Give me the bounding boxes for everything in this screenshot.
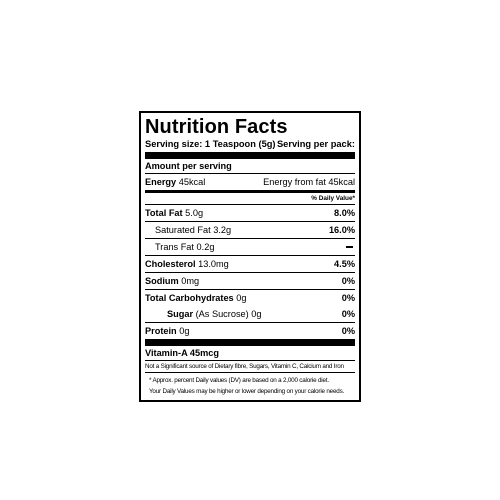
saturated-fat-row bbox=[145, 222, 355, 238]
sodium-row bbox=[145, 273, 355, 289]
nutrient-dv: 8.0% bbox=[334, 208, 355, 218]
serving-row bbox=[145, 138, 355, 152]
total-carbohydrates-row bbox=[145, 290, 355, 306]
nutrient-amount: 0g bbox=[179, 326, 190, 336]
total-fat-row bbox=[145, 205, 355, 221]
divider-thick bbox=[145, 152, 355, 159]
energy-label: Energy bbox=[145, 177, 177, 187]
nutrient-dv: 4.5% bbox=[334, 259, 355, 269]
nutrient-dv: 0% bbox=[341, 326, 355, 336]
daily-value-header: % Daily Value* bbox=[311, 195, 355, 202]
nutrition-facts-label bbox=[139, 111, 361, 402]
nutrient-amount: 0g bbox=[251, 309, 262, 319]
sugar-row bbox=[145, 306, 355, 322]
energy-row bbox=[145, 174, 355, 190]
footnote-line-2: Your Daily Values may be higher or lower depending on your calorie needs. bbox=[149, 388, 345, 395]
nutrient-dv: 0% bbox=[341, 309, 355, 319]
trans-fat-row bbox=[145, 239, 355, 255]
nutrient-amount: 5.0g bbox=[185, 208, 204, 218]
nutrient-name: Saturated Fat bbox=[155, 225, 211, 235]
nutrient-amount: 0.2g bbox=[196, 242, 215, 252]
nutrient-amount: 0mg bbox=[181, 276, 200, 286]
footnote-line-1: * Approx. percent Daily values (DV) are based on a 2,000 calorie diet. bbox=[149, 377, 329, 384]
cholesterol-row bbox=[145, 256, 355, 272]
nutrient-name: Trans Fat bbox=[155, 242, 194, 252]
energy-value: 45kcal bbox=[178, 177, 206, 187]
protein-row bbox=[145, 323, 355, 339]
nutrient-name: Protein bbox=[145, 326, 177, 336]
nutrient-amount: 3.2g bbox=[213, 225, 232, 235]
nutrient-dv: 16.0% bbox=[328, 225, 355, 235]
footnote bbox=[145, 373, 355, 400]
serving-per-pack: Serving per pack: bbox=[276, 139, 355, 149]
divider-thick bbox=[145, 339, 355, 346]
nutrient-dv: 0% bbox=[341, 293, 355, 303]
nutrient-name: Sugar bbox=[167, 309, 194, 319]
amount-per-serving: Amount per serving bbox=[145, 161, 232, 171]
nutrient-amount: 13.0mg bbox=[198, 259, 229, 269]
nutrient-name: Total Fat bbox=[145, 208, 183, 218]
nutrient-name: Total Carbohydrates bbox=[145, 293, 234, 303]
vitamin-a: Vitamin-A 45mcg bbox=[145, 348, 220, 358]
not-significant-note: Not a Significant source of Dietary fibre, Sugars, Vitamin C, Calcium and Iron bbox=[145, 363, 344, 370]
nutrient-name: Cholesterol bbox=[145, 259, 196, 269]
serving-size: Serving size: 1 Teaspoon (5g) bbox=[145, 139, 276, 149]
nutrient-amount: 0g bbox=[236, 293, 247, 303]
dash-icon bbox=[346, 246, 353, 248]
label-title: Nutrition Facts bbox=[145, 116, 288, 138]
nutrient-name: Sodium bbox=[145, 276, 179, 286]
nutrient-dv: 0% bbox=[341, 276, 355, 286]
energy-from-fat: Energy from fat 45kcal bbox=[263, 177, 355, 187]
nutrient-qualifier: (As Sucrose) bbox=[195, 309, 249, 319]
